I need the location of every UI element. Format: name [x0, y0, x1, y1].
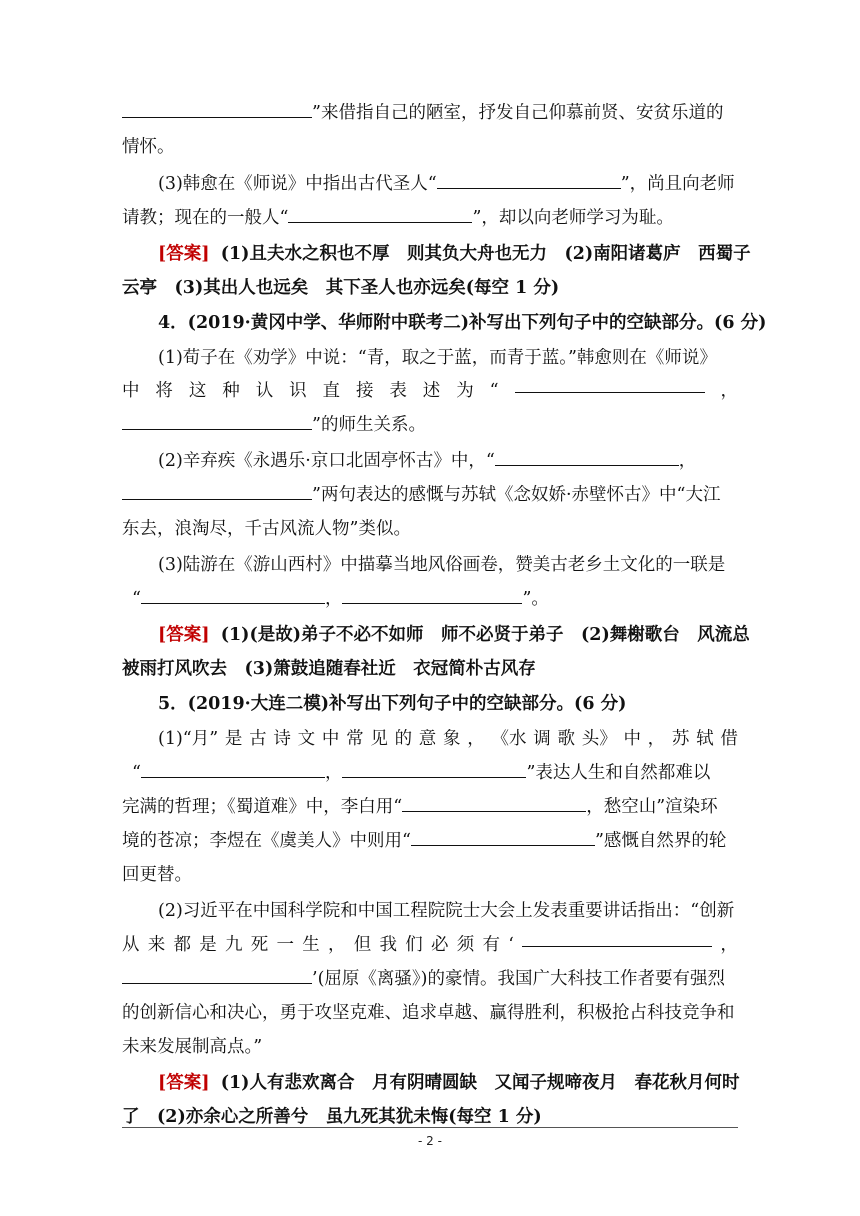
- body-char: 这: [188, 381, 207, 401]
- body-char: 是: [224, 729, 243, 749]
- q3-part3-line-1: [122, 167, 738, 201]
- answer-text: 了 (2)亦余心之所善兮 虽九死其犹未悔(每空 1 分): [122, 1107, 542, 1127]
- body-text: 东去，浪淘尽，千古风流人物”类似。: [122, 519, 411, 539]
- body-char: 头》: [581, 729, 617, 749]
- body-char: ，: [328, 935, 346, 955]
- answer-3-line-2: [122, 271, 738, 305]
- body-char: 象: [443, 729, 461, 749]
- body-text: ，: [324, 589, 343, 609]
- body-text: (3)韩愈在《师说》中指出古代圣人“: [158, 174, 437, 194]
- body-char: 歌: [557, 729, 575, 749]
- body-text: ”的师生关系。: [312, 415, 426, 435]
- body-char: 意: [418, 729, 437, 749]
- body-text: ，愁空山”渲染环: [586, 797, 718, 817]
- question-heading: 4．(2019·黄冈中学、华师附中联考二)补写出下列句子中的空缺部分。(6 分): [158, 313, 767, 333]
- q5-part2-line-5: [122, 1030, 738, 1064]
- body-text: ’(屈原《离骚》)的豪情。我国广大科技工作者要有强烈: [312, 969, 725, 989]
- body-text: ”来借指自己的陋室，抒发自己仰慕前贤、安贫乐道的: [312, 103, 724, 123]
- body-text: ，: [324, 763, 343, 783]
- question-5-heading: [122, 687, 738, 721]
- body-text: ”。: [522, 589, 549, 609]
- q5-part1-line-5: [122, 858, 738, 892]
- body-char: 中: [122, 381, 140, 401]
- answer-blank: [342, 585, 522, 604]
- body-char: ，: [467, 729, 485, 749]
- answer-blank: [411, 827, 595, 846]
- body-char: 常: [346, 729, 364, 749]
- q4-part1-line-3: [122, 408, 738, 442]
- answer-blank: [122, 965, 312, 984]
- body-char: 中: [623, 729, 641, 749]
- body-char: 述: [422, 381, 441, 401]
- body-char: 诗: [273, 729, 291, 749]
- body-char: 须: [456, 935, 475, 955]
- q5-part1-line-2: [122, 756, 738, 790]
- body-char: 见: [370, 729, 388, 749]
- answer-blank: [495, 447, 679, 466]
- q4-part1-line-2: [122, 374, 738, 408]
- answer-text: (1)人有悲欢离合 月有阴晴圆缺 又闻子规啼夜月 春花秋月何时: [220, 1073, 740, 1093]
- body-char: 中: [321, 729, 340, 749]
- q5-part1-line-1: [122, 722, 738, 756]
- q5-part2-line-4: [122, 996, 738, 1030]
- answer-4-line-1: [122, 618, 750, 652]
- body-char: 认: [255, 381, 274, 401]
- body-char: 我: [379, 935, 397, 955]
- body-char: 从: [122, 935, 140, 955]
- body-char: 生: [302, 935, 320, 955]
- answer-blank: [515, 374, 705, 393]
- body-text: “: [132, 589, 141, 609]
- answer-blank: [522, 928, 712, 947]
- q3-continuation-line-2: [122, 130, 738, 164]
- body-char: 识: [289, 381, 307, 401]
- answer-blank: [122, 99, 312, 118]
- body-char: “: [489, 381, 499, 401]
- body-char: 轼: [696, 729, 714, 749]
- answer-blank: [288, 204, 472, 223]
- body-char: 调: [533, 729, 551, 749]
- body-text: (2)辛弃疾《永遇乐·京口北固亭怀古》中，“: [158, 451, 495, 471]
- answer-text: 被雨打风吹去 (3)箫鼓追随春社近 衣冠简朴古风存: [122, 659, 536, 679]
- body-text: ”表达人生和自然都难以: [526, 763, 711, 783]
- body-char: 来: [147, 935, 166, 955]
- body-text: (3)陆游在《游山西村》中描摹当地风俗画卷，赞美古老乡土文化的一联是: [158, 555, 726, 575]
- answer-3-line-1: [122, 237, 751, 271]
- body-char: 的: [394, 729, 413, 749]
- body-char: ，: [720, 381, 738, 401]
- q5-part2-line-1: [122, 894, 738, 928]
- body-char: 为: [456, 381, 474, 401]
- body-char: 种: [222, 381, 240, 401]
- body-char: 表: [389, 381, 407, 401]
- answer-blank: [122, 481, 312, 500]
- body-char: 死: [250, 935, 269, 955]
- answer-text: (1)且夫水之积也不厚 则其负大舟也无力 (2)南阳诸葛庐 西蜀子: [220, 244, 751, 264]
- body-char: 苏: [671, 729, 690, 749]
- q5-part1-line-3: [122, 790, 738, 824]
- body-text: (1)荀子在《劝学》中说：“青，取之于蓝，而青于蓝。”韩愈则在《师说》: [158, 348, 717, 368]
- answer-blank: [122, 411, 312, 430]
- body-char: 但: [353, 935, 372, 955]
- body-text: (2)习近平在中国科学院和中国工程院院士大会上发表重要讲话指出：“创新: [158, 901, 735, 921]
- question-heading: 5．(2019·大连二模)补写出下列句子中的空缺部分。(6 分): [158, 694, 627, 714]
- body-text: ”，尚且向老师: [620, 174, 735, 194]
- answer-4-line-2: [122, 652, 738, 686]
- footer-divider: [122, 1127, 738, 1128]
- body-char: 有: [482, 935, 500, 955]
- body-text: ，: [678, 451, 697, 471]
- answer-tag: [答案]: [158, 244, 210, 264]
- body-text: 请教；现在的一般人“: [122, 208, 289, 228]
- body-char: 《水: [491, 729, 527, 749]
- body-text: 回更替。: [122, 865, 192, 885]
- body-char: 借: [720, 729, 738, 749]
- body-text: 未来发展制高点。”: [122, 1037, 263, 1057]
- body-text: 完满的哲理；《蜀道难》中，李白用“: [122, 797, 403, 817]
- body-text: 境的苍凉；李煜在《虞美人》中则用“: [122, 831, 411, 851]
- body-char: (1)“月”: [158, 729, 219, 749]
- body-char: 是: [199, 935, 217, 955]
- body-char: 一: [276, 935, 294, 955]
- body-text: 情怀。: [122, 137, 175, 157]
- body-char: ，: [720, 935, 738, 955]
- q4-part3-line-2: [122, 582, 738, 616]
- q5-part2-line-2: [122, 928, 738, 962]
- answer-5-line-2: [122, 1100, 738, 1134]
- q5-part2-line-3: [122, 962, 738, 996]
- q3-continuation-line-1: [122, 96, 738, 130]
- q4-part2-line-2: [122, 478, 738, 512]
- body-char: 直: [322, 381, 341, 401]
- body-text: ”两句表达的感慨与苏轼《念奴娇·赤壁怀古》中“大江: [312, 485, 721, 505]
- body-char: 必: [431, 935, 449, 955]
- body-char: 古: [249, 729, 267, 749]
- q4-part3-line-1: [122, 548, 738, 582]
- answer-text: 云亭 (3)其出人也远矣 其下圣人也亦远矣(每空 1 分): [122, 278, 560, 298]
- answer-blank: [141, 585, 325, 604]
- body-text: ”感慨自然界的轮: [594, 831, 727, 851]
- q4-part2-line-3: [122, 512, 738, 546]
- answer-blank: [342, 759, 526, 778]
- q5-part1-line-4: [122, 824, 738, 858]
- q4-part2-line-1: [122, 444, 738, 478]
- body-text: ”，却以向老师学习为耻。: [472, 208, 674, 228]
- body-char: 接: [355, 381, 374, 401]
- answer-text: (1)(是故)弟子不必不如师 师不必贤于弟子 (2)舞榭歌台 风流总: [220, 625, 750, 645]
- answer-tag: [答案]: [158, 1073, 210, 1093]
- body-char: ，: [647, 729, 666, 749]
- body-char: ‘: [508, 935, 514, 955]
- body-char: 文: [297, 729, 316, 749]
- answer-blank: [402, 793, 586, 812]
- body-text: 的创新信心和决心，勇于攻坚克难、追求卓越、赢得胜利，积极抢占科技竞争和: [122, 1003, 735, 1023]
- question-4-heading: [122, 306, 767, 340]
- body-char: 将: [155, 381, 173, 401]
- answer-blank: [437, 170, 621, 189]
- body-text: “: [132, 763, 141, 783]
- q3-part3-line-2: [122, 201, 738, 235]
- body-char: 都: [173, 935, 191, 955]
- answer-5-line-1: [122, 1066, 738, 1100]
- page-number: - 2 -: [418, 1134, 442, 1148]
- answer-blank: [141, 759, 325, 778]
- answer-tag: [答案]: [158, 625, 210, 645]
- body-char: 九: [225, 935, 243, 955]
- body-char: 们: [405, 935, 423, 955]
- q4-part1-line-1: [122, 341, 738, 375]
